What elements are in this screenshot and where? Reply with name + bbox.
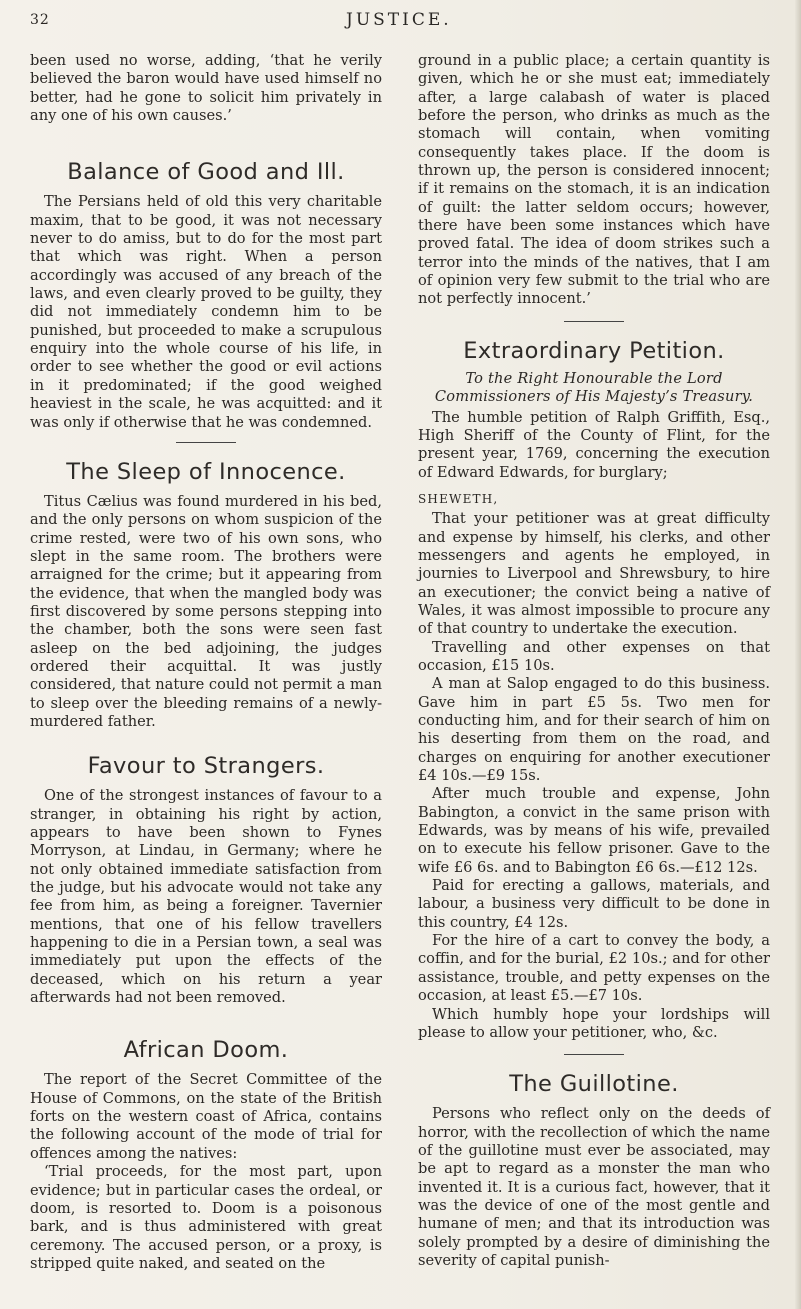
paragraph: Travelling and other expenses on that occasion, £15 10s.	[418, 638, 770, 674]
paragraph: One of the strongest instances of favour to a stranger, in obtaining his right by action, appears to have been shown to Fynes Morryson, at Lindau, in Germany; where he not only obtained immediate satisfaction from the judge, but his advocate would not take any fee from him, as being a foreigner. Tavernier mentions, that one of his fellow travellers happening to die in a Persian town, a seal was immediately put upon the effects of the deceased, which on his return a year afterwards had not been removed.	[30, 787, 382, 1007]
sheweth-label: SHEWETH,	[418, 491, 499, 506]
paragraph: That your petitioner was at great difficulty and expense by himself, his clerks, and other messengers and agents he employed, in journies to Liverpool and Shrewsbury, to hire an executioner; the convict being a native of Wales, it was almost impossible to procure any of that country to undertake the execution.	[418, 510, 770, 638]
paragraph: The report of the Secret Committee of the House of Commons, on the state of the British forts on the western coast of Africa, contains the following account of the mode of trial for offences among the natives:	[30, 1071, 382, 1162]
page-edge	[795, 0, 801, 1309]
section-title: The Guillotine.	[509, 1071, 679, 1098]
paragraph: ‘Trial proceeds, for the most part, upon evidence; but in particular cases the ordeal, or doom, is resorted to. Doom is a poisonous bark, and is thus administered with great ceremony. The accused person, or a proxy, is stripped quite naked, and seated on the	[30, 1163, 382, 1272]
divider	[176, 442, 236, 443]
left-column	[30, 52, 382, 1273]
petition-addressee: To the Right Honourable the Lord Commissioners of His Majesty’s Treasury.	[434, 369, 754, 406]
section-title: Extraordinary Petition.	[463, 337, 725, 364]
paragraph: Titus Cælius was found murdered in his bed, and the only persons on whom suspicion of the crime rested, were two of his own sons, who slept in the same room. The brothers were arraigned for the crime; but it appearing from the evidence, that when the mangled body was first discovered by some persons stepping into the chamber, both the sons were seen fast asleep on the bed adjoining, the judges ordered their acquittal. It was justly considered, that nature could not permit a man to sleep over the bleeding remains of a newly-murdered father.	[30, 492, 382, 730]
paragraph: The humble petition of Ralph Griffith, Esq., High Sheriff of the County of Flint, for the present year, 1769, concerning the execution of Edward Edwards, for burglary;	[418, 408, 770, 481]
paragraph: A man at Salop engaged to do this business. Gave him in part £5 5s. Two men for conducting him, and for their search of him on his deserting from them on the road, and charges on enquiring for another executioner £4 10s.—£9 15s.	[418, 675, 770, 785]
section-title: Favour to Strangers.	[87, 753, 325, 780]
paragraph: After much trouble and expense, John Babington, a convict in the same prison with Edwards, was by means of his wife, prevailed on to execute his fellow prisoner. Gave to the wife £6 6s. and to Babington £6 6s.—£12 12s.	[418, 785, 770, 876]
running-title: JUSTICE.	[346, 10, 452, 30]
section-title: Balance of Good and Ill.	[67, 159, 345, 186]
divider	[564, 321, 624, 322]
right-column	[418, 52, 770, 1270]
continuation-paragraph: ground in a public place; a certain quantity is given, which he or she must eat; immediately after, a large calabash of water is placed before the person, who drinks as much as the stomach will contain, when vomiting consequently takes place. If the doom is thrown up, the person is considered innocent; if it remains on the stomach, it is an indication of guilt: the latter seldom occurs; however, there have been some instances which have proved fatal. The idea of doom strikes such a terror into the minds of the natives, that I am of opinion very few submit to the trial who are not perfectly innocent.’	[418, 52, 770, 308]
section-title: The Sleep of Innocence.	[66, 458, 346, 485]
paragraph: Persons who reflect only on the deeds of horror, with the recollection of which the name of the guillotine must ever be associated, may be apt to regard as a monster the man who invented it. It is a curious fact, however, that it was the device of one of the most gentle and humane of men; and that its introduction was solely prompted by a desire of diminishing the severity of capital punish-	[418, 1105, 770, 1269]
divider	[564, 1054, 624, 1055]
page-number: 32	[30, 12, 50, 28]
paragraph: The Persians held of old this very charitable maxim, that to be good, it was not necessary never to do amiss, but to do for the most part that which was right. When a person accordingly was accused of any breach of the laws, and even clearly proved to be guilty, they did not immediately condemn him to be punished, but proceeded to make a scrupulous enquiry into the whole course of his life, in order to see whether the good or evil actions in it predominated; if the good weighed heaviest in the scale, he was acquitted: and it was only if otherwise that he was condemned.	[30, 193, 382, 431]
paragraph: Which humbly hope your lordships will please to allow your petitioner, who, &c.	[418, 1005, 770, 1041]
paragraph: For the hire of a cart to convey the body, a coffin, and for the burial, £2 10s.; and for other assistance, trouble, and petty expenses on the occasion, at least £5.—£7 10s.	[418, 932, 770, 1005]
intro-paragraph: been used no worse, adding, ‘that he verily believed the baron would have used himself no better, had he gone to solicit him privately in any one of his own causes.’	[30, 52, 382, 125]
paragraph: Paid for erecting a gallows, materials, and labour, a business very difficult to be done in this country, £4 12s.	[418, 877, 770, 931]
section-title: African Doom.	[123, 1037, 289, 1064]
